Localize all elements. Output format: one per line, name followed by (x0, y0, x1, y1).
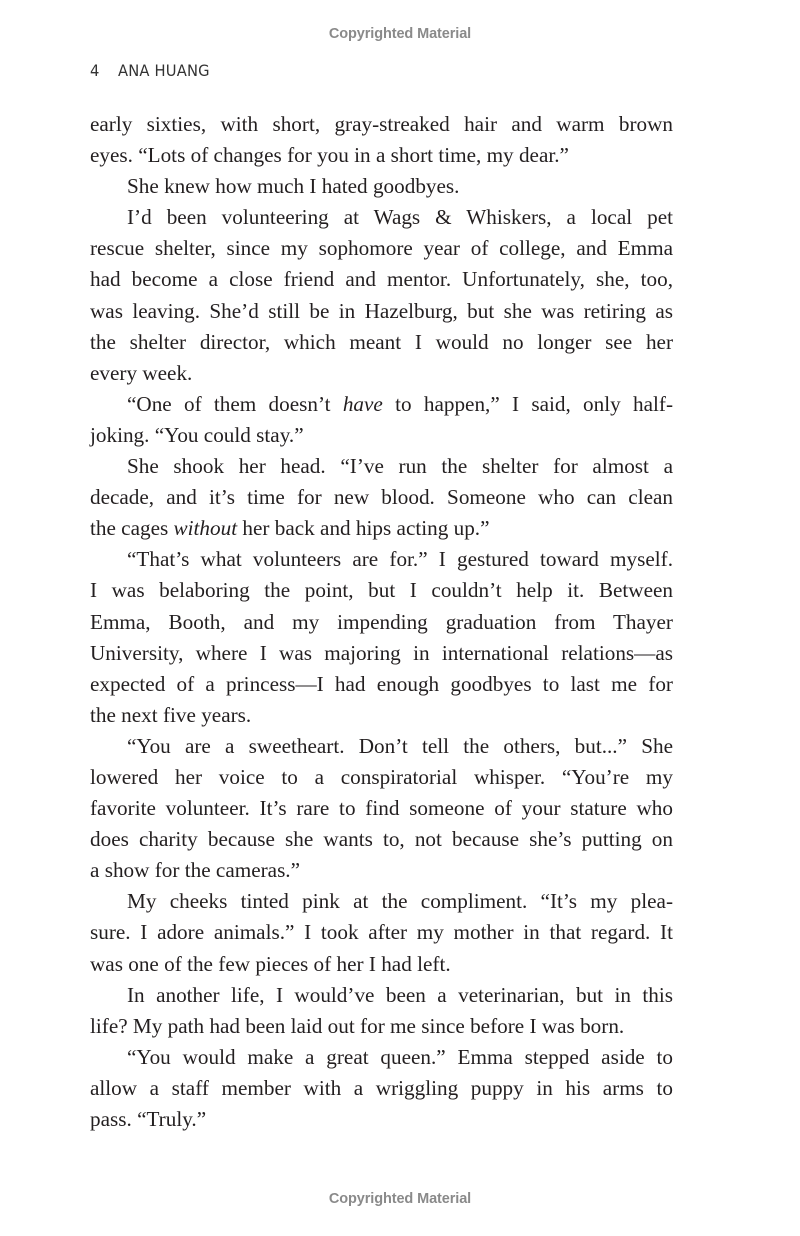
text-segment: does charity because she wants to, not because she’s putting on (90, 827, 673, 852)
text-segment: allow a staff member with a wriggling puppy in his arms to (90, 1075, 673, 1100)
body-text (90, 109, 673, 1135)
text-line (90, 389, 673, 420)
text-line (90, 575, 673, 606)
text-line (90, 607, 673, 638)
text-segment: a show for the cameras.” (90, 858, 301, 883)
text-line (90, 358, 673, 389)
author-name: ANA HUANG (117, 61, 210, 80)
text-line (90, 731, 673, 762)
text-segment: She knew how much I hated goodbyes. (127, 174, 460, 199)
text-segment: life? My path had been laid out for me since before I was born. (90, 1013, 625, 1038)
text-line (90, 824, 673, 855)
text-segment: University, where I was majoring in international relations—as (90, 640, 673, 665)
text-line (90, 202, 673, 233)
text-line (90, 296, 673, 327)
text-line (90, 669, 673, 700)
text-line (90, 327, 673, 358)
text-segment: the shelter director, which meant I would no longer see her (90, 329, 673, 354)
text-line (90, 980, 673, 1011)
text-segment: “That’s what volunteers are for.” I gestured toward myself. (127, 547, 673, 572)
text-segment: favorite volunteer. It’s rare to find someone of your stature who (90, 796, 673, 821)
text-segment: lowered her voice to a conspiratorial whisper. “You’re my (90, 764, 673, 789)
text-segment: “You would make a great queen.” Emma stepped aside to (127, 1044, 673, 1069)
text-segment: rescue shelter, since my sophomore year of college, and Emma (90, 236, 673, 261)
text-segment: was leaving. She’d still be in Hazelburg, but she was retiring as (90, 298, 673, 323)
text-segment: the cages (90, 516, 174, 541)
text-line (90, 171, 673, 202)
text-segment: “One of them doesn’t (127, 391, 343, 416)
text-segment: In another life, I would’ve been a veterinarian, but in this (127, 982, 673, 1007)
text-segment: “You are a sweetheart. Don’t tell the others, but...” She (127, 733, 673, 758)
text-segment: pass. “Truly.” (90, 1107, 207, 1131)
copyright-watermark-top: Copyrighted Material (328, 26, 472, 42)
text-line (90, 638, 673, 669)
text-segment: early sixties, with short, gray-streaked hair and warm brown (90, 112, 673, 136)
text-line (90, 917, 673, 948)
text-line (90, 513, 673, 544)
text-line (90, 762, 673, 793)
running-head (90, 61, 210, 80)
text-segment: She shook her head. “I’ve run the shelter for almost a (127, 454, 673, 479)
text-line (90, 420, 673, 451)
text-line (90, 793, 673, 824)
text-segment: joking. “You could stay.” (90, 422, 304, 447)
text-segment: had become a close friend and mentor. Unfortunately, she, too, (90, 267, 673, 292)
text-line (90, 949, 673, 980)
text-line (90, 264, 673, 295)
text-segment: was one of the few pieces of her I had left. (90, 951, 451, 976)
text-segment: Emma, Booth, and my impending graduation from Thayer (90, 609, 673, 634)
text-line (90, 140, 673, 171)
text-segment: the next five years. (90, 702, 252, 727)
text-segment: every week. (90, 360, 193, 385)
text-segment: I was belaboring the point, but I couldn’t help it. Between (90, 578, 673, 603)
copyright-watermark-bottom: Copyrighted Material (328, 1191, 472, 1207)
text-segment: expected of a princess—I had enough goodbyes to last me for (90, 671, 673, 696)
text-line (90, 451, 673, 482)
text-line (90, 544, 673, 575)
text-segment: I’d been volunteering at Wags & Whiskers, a local pet (127, 205, 673, 230)
text-line (90, 233, 673, 264)
text-segment: decade, and it’s time for new blood. Someone who can clean (90, 485, 673, 510)
text-line (90, 700, 673, 731)
text-line (90, 886, 673, 917)
text-segment: eyes. “Lots of changes for you in a short time, my dear.” (90, 143, 569, 168)
text-line (90, 482, 673, 513)
text-segment: sure. I adore animals.” I took after my mother in that regard. It (90, 920, 673, 945)
text-line (90, 1011, 673, 1042)
text-line (90, 1104, 673, 1135)
text-line (90, 1073, 673, 1104)
page-number: 4 (90, 61, 100, 80)
text-line (90, 109, 673, 140)
italic-emphasis: have (342, 391, 383, 416)
text-segment: to happen,” I said, only half- (382, 391, 673, 416)
text-line (90, 1042, 673, 1073)
text-segment: My cheeks tinted pink at the compliment. “It’s my plea- (127, 889, 673, 914)
italic-emphasis: without (173, 516, 238, 541)
text-segment: her back and hips acting up.” (237, 516, 490, 541)
text-line (90, 855, 673, 886)
